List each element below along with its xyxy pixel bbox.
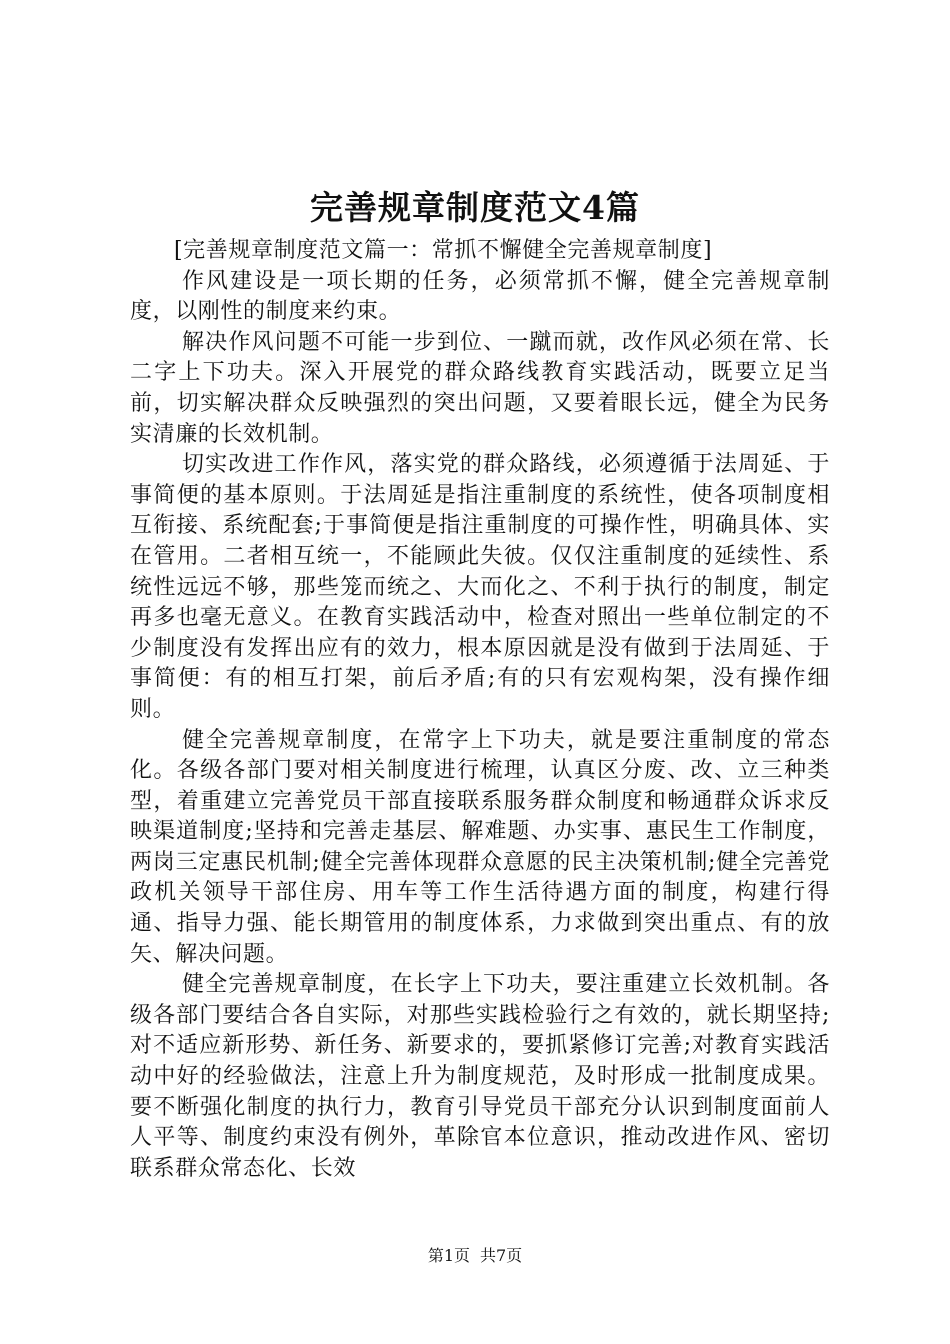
paragraph-1: 作风建设是一项长期的任务，必须常抓不懈，健全完善规章制度，以刚性的制度来约束。 bbox=[130, 268, 830, 325]
paragraph-4: 健全完善规章制度，在常字上下功夫，就是要注重制度的常态化。各级各部门要对相关制度进行梳理，认真区分废、改、立三种类型，着重建立完善党员干部直接联系服务群众制度和畅通群众诉求反映渠道制度;坚持和完善走基层、解难题、办实事、惠民生工作制度，两岗三定惠民机制;健全完善体现群众意愿的民主决策机制;健全完善党政机关领导干部住房、用车等工作生活待遇方面的制度，构建行得通、指导力强、能长期管用的制度体系，力求做到突出重点、有的放矢、解决问题。 bbox=[130, 727, 830, 967]
document-body bbox=[130, 236, 830, 1184]
page-number: 第1页 bbox=[427, 1246, 470, 1265]
page-footer bbox=[0, 1244, 950, 1268]
paragraph-2: 解决作风问题不可能一步到位、一蹴而就，改作风必须在常、长二字上下功夫。深入开展党的群众路线教育实践活动，既要立足当前，切实解决群众反映强烈的突出问题，又要着眼长远，健全为民务实清廉的长效机制。 bbox=[130, 329, 830, 447]
section-heading: [完善规章制度范文篇一：常抓不懈健全完善规章制度] bbox=[174, 238, 713, 263]
document-title: 完善规章制度范文4篇 bbox=[310, 188, 640, 227]
paragraph-5: 健全完善规章制度，在长字上下功夫，要注重建立长效机制。各级各部门要结合各自实际，对那些实践检验行之有效的，就长期坚持;对不适应新形势、新任务、新要求的，要抓紧修订完善;对教育实践活动中好的经验做法，注意上升为制度规范，及时形成一批制度成果。要不断强化制度的执行力，教育引导党员干部充分认识到制度面前人人平等、制度约束没有例外，革除官本位意识，推动改进作风、密切联系群众常态化、长效 bbox=[130, 972, 830, 1181]
page-total: 共7页 bbox=[480, 1246, 523, 1265]
paragraph-3: 切实改进工作作风，落实党的群众路线，必须遵循于法周延、于事简便的基本原则。于法周延是指注重制度的系统性，使各项制度相互衔接、系统配套;于事简便是指注重制度的可操作性，明确具体、实在管用。二者相互统一，不能顾此失彼。仅仅注重制度的延续性、系统性远远不够，那些笼而统之、大而化之、不利于执行的制度，制定再多也毫无意义。在教育实践活动中，检查对照出一些单位制定的不少制度没有发挥出应有的效力，根本原因就是没有做到于法周延、于事简便：有的相互打架，前后矛盾;有的只有宏观构架，没有操作细则。 bbox=[130, 452, 830, 722]
